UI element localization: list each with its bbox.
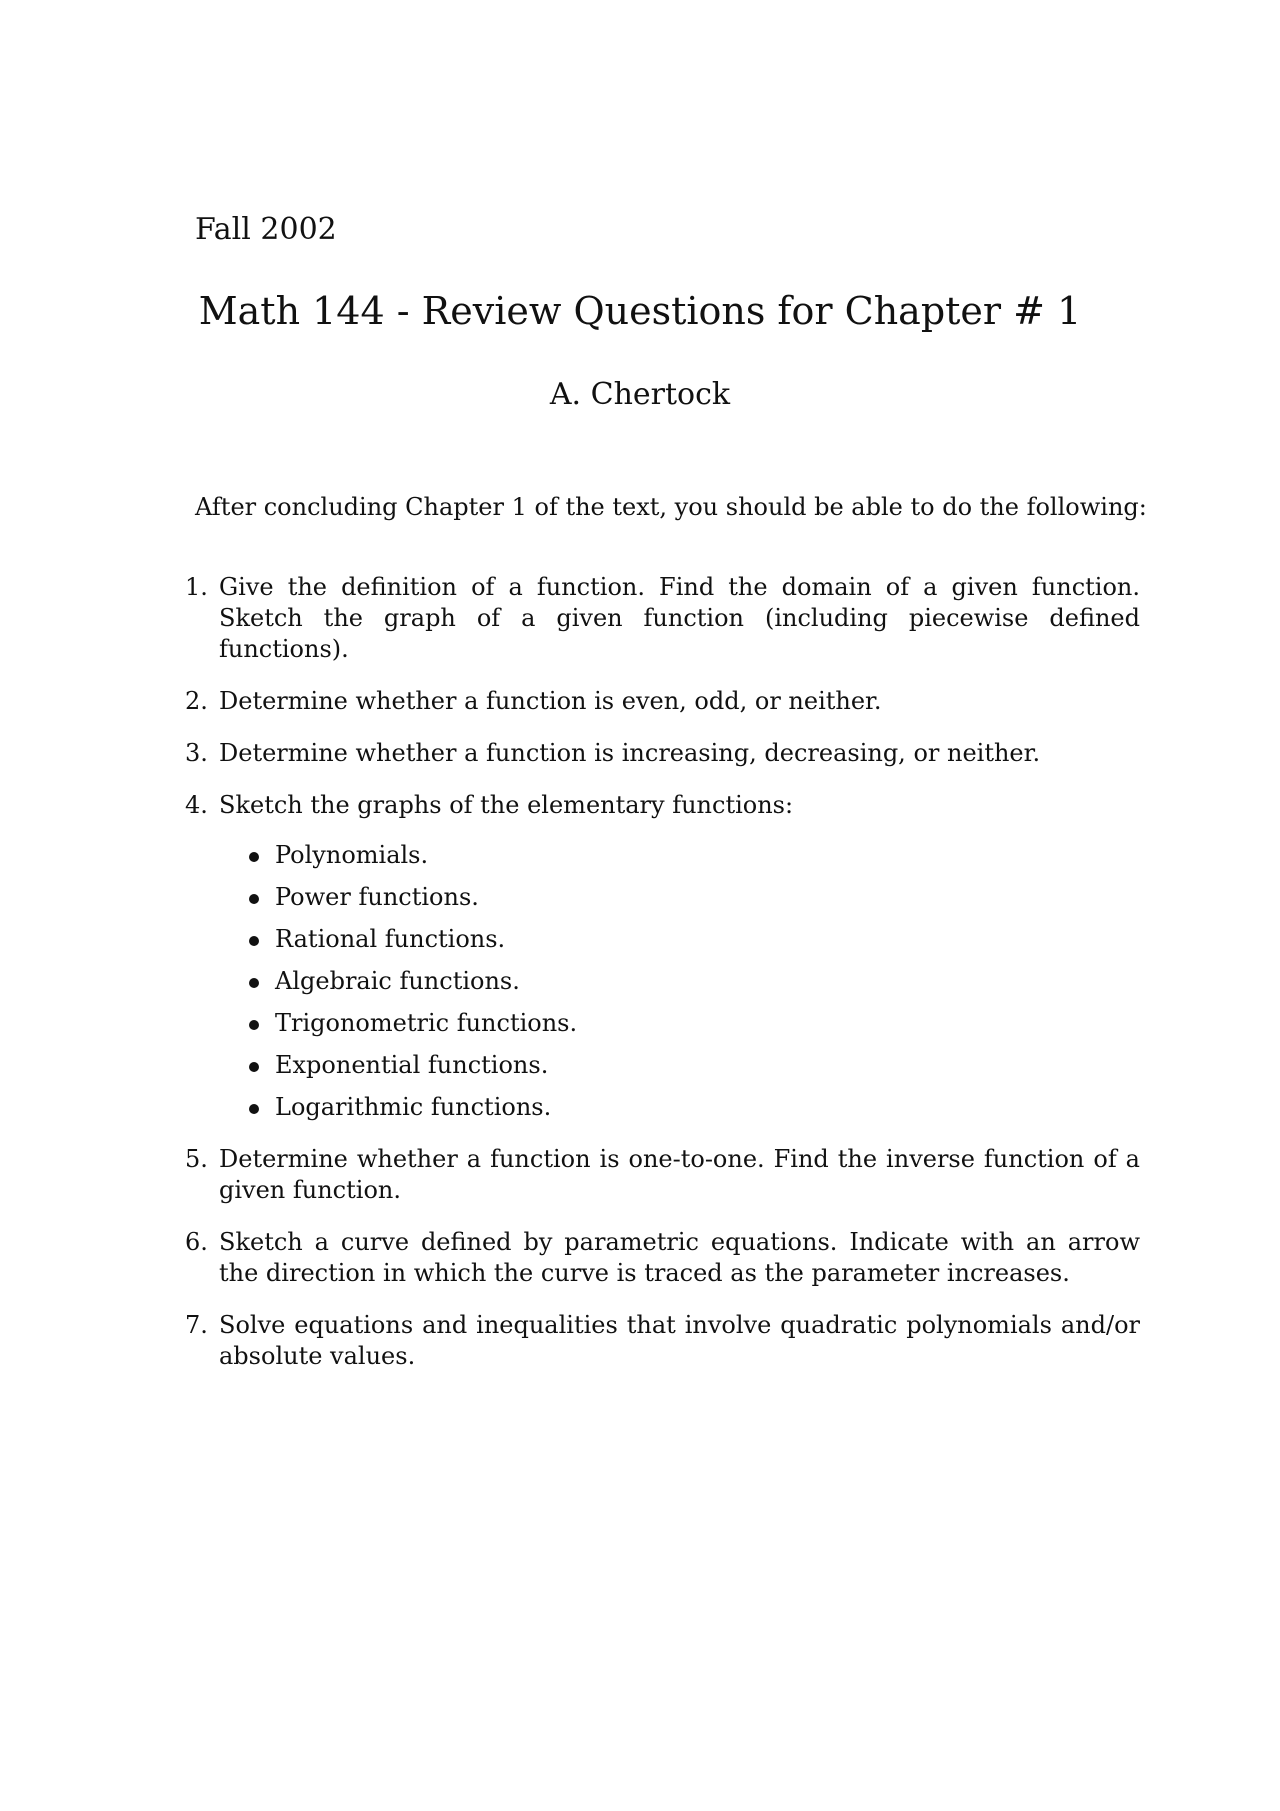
semester-label: Fall 2002 [195,212,337,247]
item-text: Solve equations and inequalities that involve quadratic polynomials and/or absolute values. [219,1311,1140,1370]
item-number: 2. [185,687,208,715]
bullet-item [275,966,1140,997]
item-number: 6. [185,1228,208,1256]
document-title: Math 144 - Review Questions for Chapter # 1 [198,289,1082,333]
bullet-icon [249,894,259,904]
bullet-text: Algebraic functions. [275,967,520,995]
bullet-icon [249,852,259,862]
list-item [185,738,1140,769]
bullet-icon [249,1104,259,1114]
item-text: Determine whether a function is one-to-one. Find the inverse function of a given function. [219,1145,1140,1204]
bullet-text: Power functions. [275,883,479,911]
bullet-item [275,1092,1140,1123]
bullet-icon [249,1020,259,1030]
bullet-icon [249,978,259,988]
bullet-icon [249,936,259,946]
item-text: Determine whether a function is even, odd, or neither. [219,687,882,715]
item-number: 7. [185,1311,208,1339]
bullet-item [275,924,1140,955]
intro-paragraph: After concluding Chapter 1 of the text, you should be able to do the following: [195,493,1147,521]
list-item [185,1227,1140,1289]
bullet-item [275,882,1140,913]
objectives-list [185,572,1140,1393]
item-text: Give the definition of a function. Find the domain of a given function. Sketch the graph of a given function (including piecewise defined functions). [219,573,1140,663]
bullet-icon [249,1062,259,1072]
bullet-text: Logarithmic functions. [275,1093,552,1121]
list-item [185,790,1140,1123]
bullet-item [275,1050,1140,1081]
item-number: 4. [185,791,208,819]
item-text: Sketch a curve defined by parametric equations. Indicate with an arrow the direction in which the curve is traced as the parameter increases. [219,1228,1140,1287]
bullet-text: Exponential functions. [275,1051,549,1079]
bullet-text: Trigonometric functions. [275,1009,578,1037]
item-text: Sketch the graphs of the elementary functions: [219,791,794,819]
bullet-item [275,840,1140,871]
list-item [185,1144,1140,1206]
bullet-text: Rational functions. [275,925,506,953]
item-text: Determine whether a function is increasing, decreasing, or neither. [219,739,1041,767]
item-number: 5. [185,1145,208,1173]
list-item [185,572,1140,665]
author-name: A. Chertock [549,377,731,412]
item-number: 3. [185,739,208,767]
bullet-item [275,1008,1140,1039]
elementary-functions-list [219,840,1140,1123]
item-number: 1. [185,573,208,601]
list-item [185,686,1140,717]
list-item [185,1310,1140,1372]
bullet-text: Polynomials. [275,841,429,869]
